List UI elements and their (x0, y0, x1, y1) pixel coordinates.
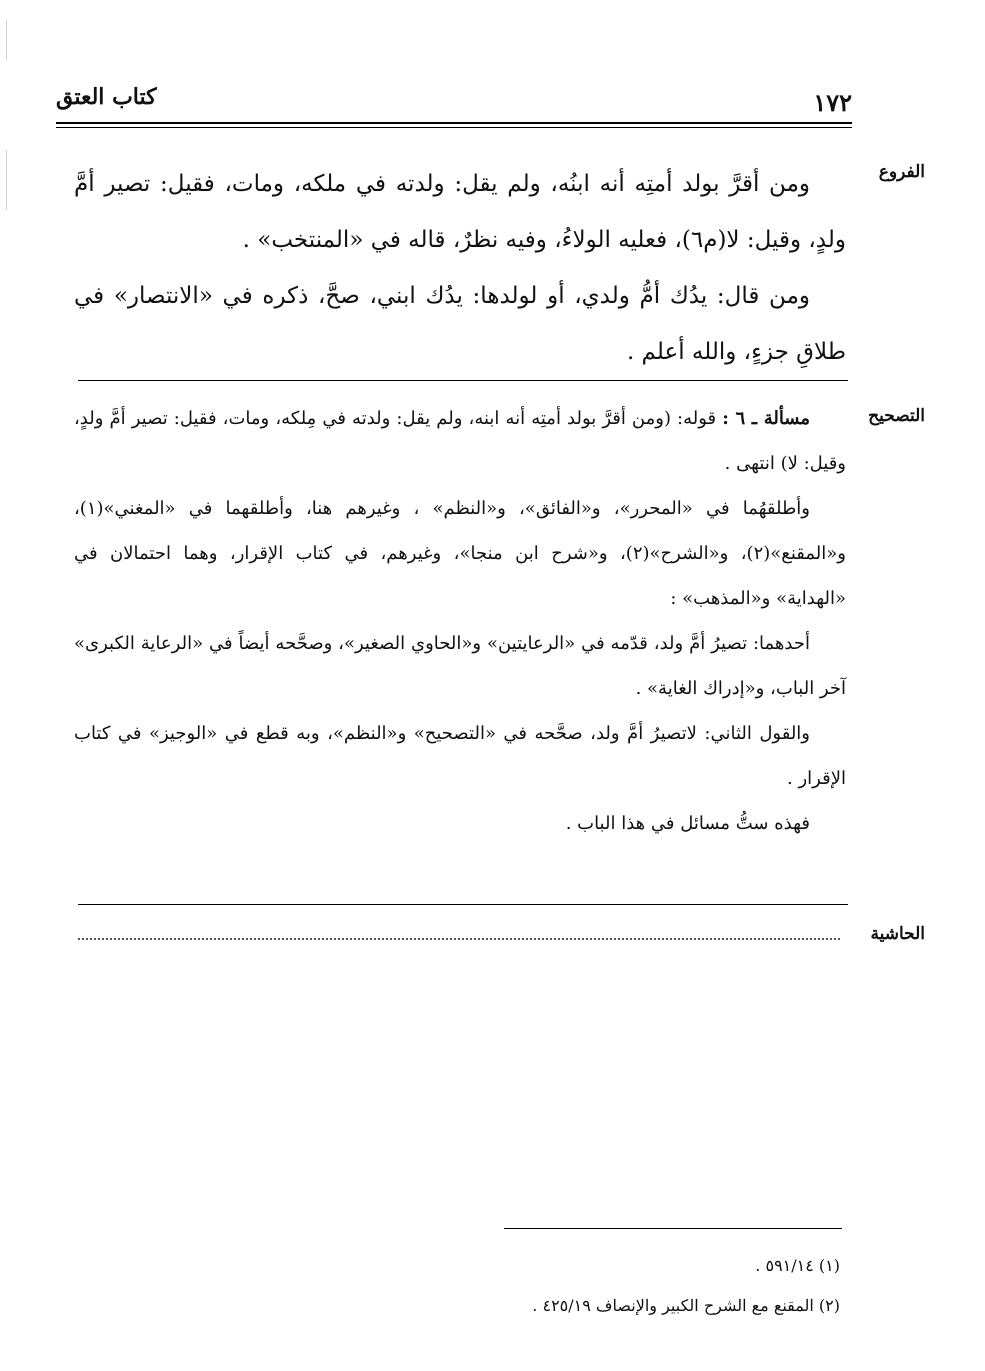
book-title: كتاب العتق (56, 84, 157, 110)
footnote: (٢) المقنع مع الشرح الكبير والإنصاف ٤٢٥/١٩ . (532, 1296, 840, 1315)
section-divider (78, 380, 848, 381)
footnote-rule (504, 1228, 842, 1229)
furu-paragraph: ومن أقرَّ بولد أمتِه أنه ابنُه، ولم يقل: ولدته في ملكه، ومات، فقيل: تصير أمَّ ولدٍ، وقيل: لا(م٦)، فعليه الولاءُ، وفيه نظرٌ، قاله في «المنتخب» . (74, 171, 846, 253)
section-divider (78, 904, 848, 905)
hashiya-label: الحاشية (870, 924, 925, 944)
header-rule-thick (56, 122, 852, 124)
scan-edge-mark (6, 150, 7, 210)
tashih-paragraph: وأطلقهُما في «المحرر»، و«الفائق»، و«النظم» ، وغيرهم هنا، وأطلقهما في «المغني»(١)، و«المقنع»(٢)، و«الشرح»(٢)، و«شرح ابن منجا»، وغيرهم، في كتاب الإقرار، وهما احتمالان في «الهداية» و«المذهب» : (74, 498, 846, 609)
tashih-text (74, 396, 846, 846)
header-rule-thin (56, 127, 852, 128)
tashih-paragraph: أحدهما: تصيرُ أمَّ ولد، قدّمه في «الرعايتين» و«الحاوي الصغير»، وصحَّحه أيضاً في «الرعاية الكبرى» آخر الباب، و«إدراك الغاية» . (74, 633, 846, 699)
footnotes (300, 1246, 840, 1326)
issue-quote: قوله: (ومن أقرَّ بولد أمتِه أنه ابنه، ولم يقل: ولدته في مِلكه، ومات، فقيل: تصير أمَّ ولدٍ، وقيل: لا) انتهى . (74, 408, 846, 474)
page-header (56, 78, 852, 128)
tashih-label: التصحيح (868, 406, 925, 426)
tashih-paragraph (74, 396, 846, 486)
hashiya-dotted-line (78, 936, 840, 940)
tashih-paragraph: والقول الثاني: لاتصيرُ أمَّ ولد، صحَّحه في «التصحيح» و«النظم»، وبه قطع في «الوجيز» في كتاب الإقرار . (74, 723, 846, 789)
furu-paragraph: ومن قال: يدُك أمُّ ولدي، أو لولدها: يدُك ابني، صحَّ، ذكره في «الانتصار» في طلاقِ جزءٍ، والله أعلم . (74, 283, 846, 365)
page-number: ١٧٢ (813, 88, 852, 117)
issue-heading: مسألة ـ ٦ : (722, 408, 811, 429)
furu-label: الفروع (878, 162, 925, 182)
tashih-paragraph: فهذه ستُّ مسائل في هذا الباب . (565, 813, 810, 834)
footnote: (١) ٥٩١/١٤ . (755, 1256, 840, 1275)
scan-edge-mark (6, 20, 7, 60)
furu-text (74, 156, 846, 380)
